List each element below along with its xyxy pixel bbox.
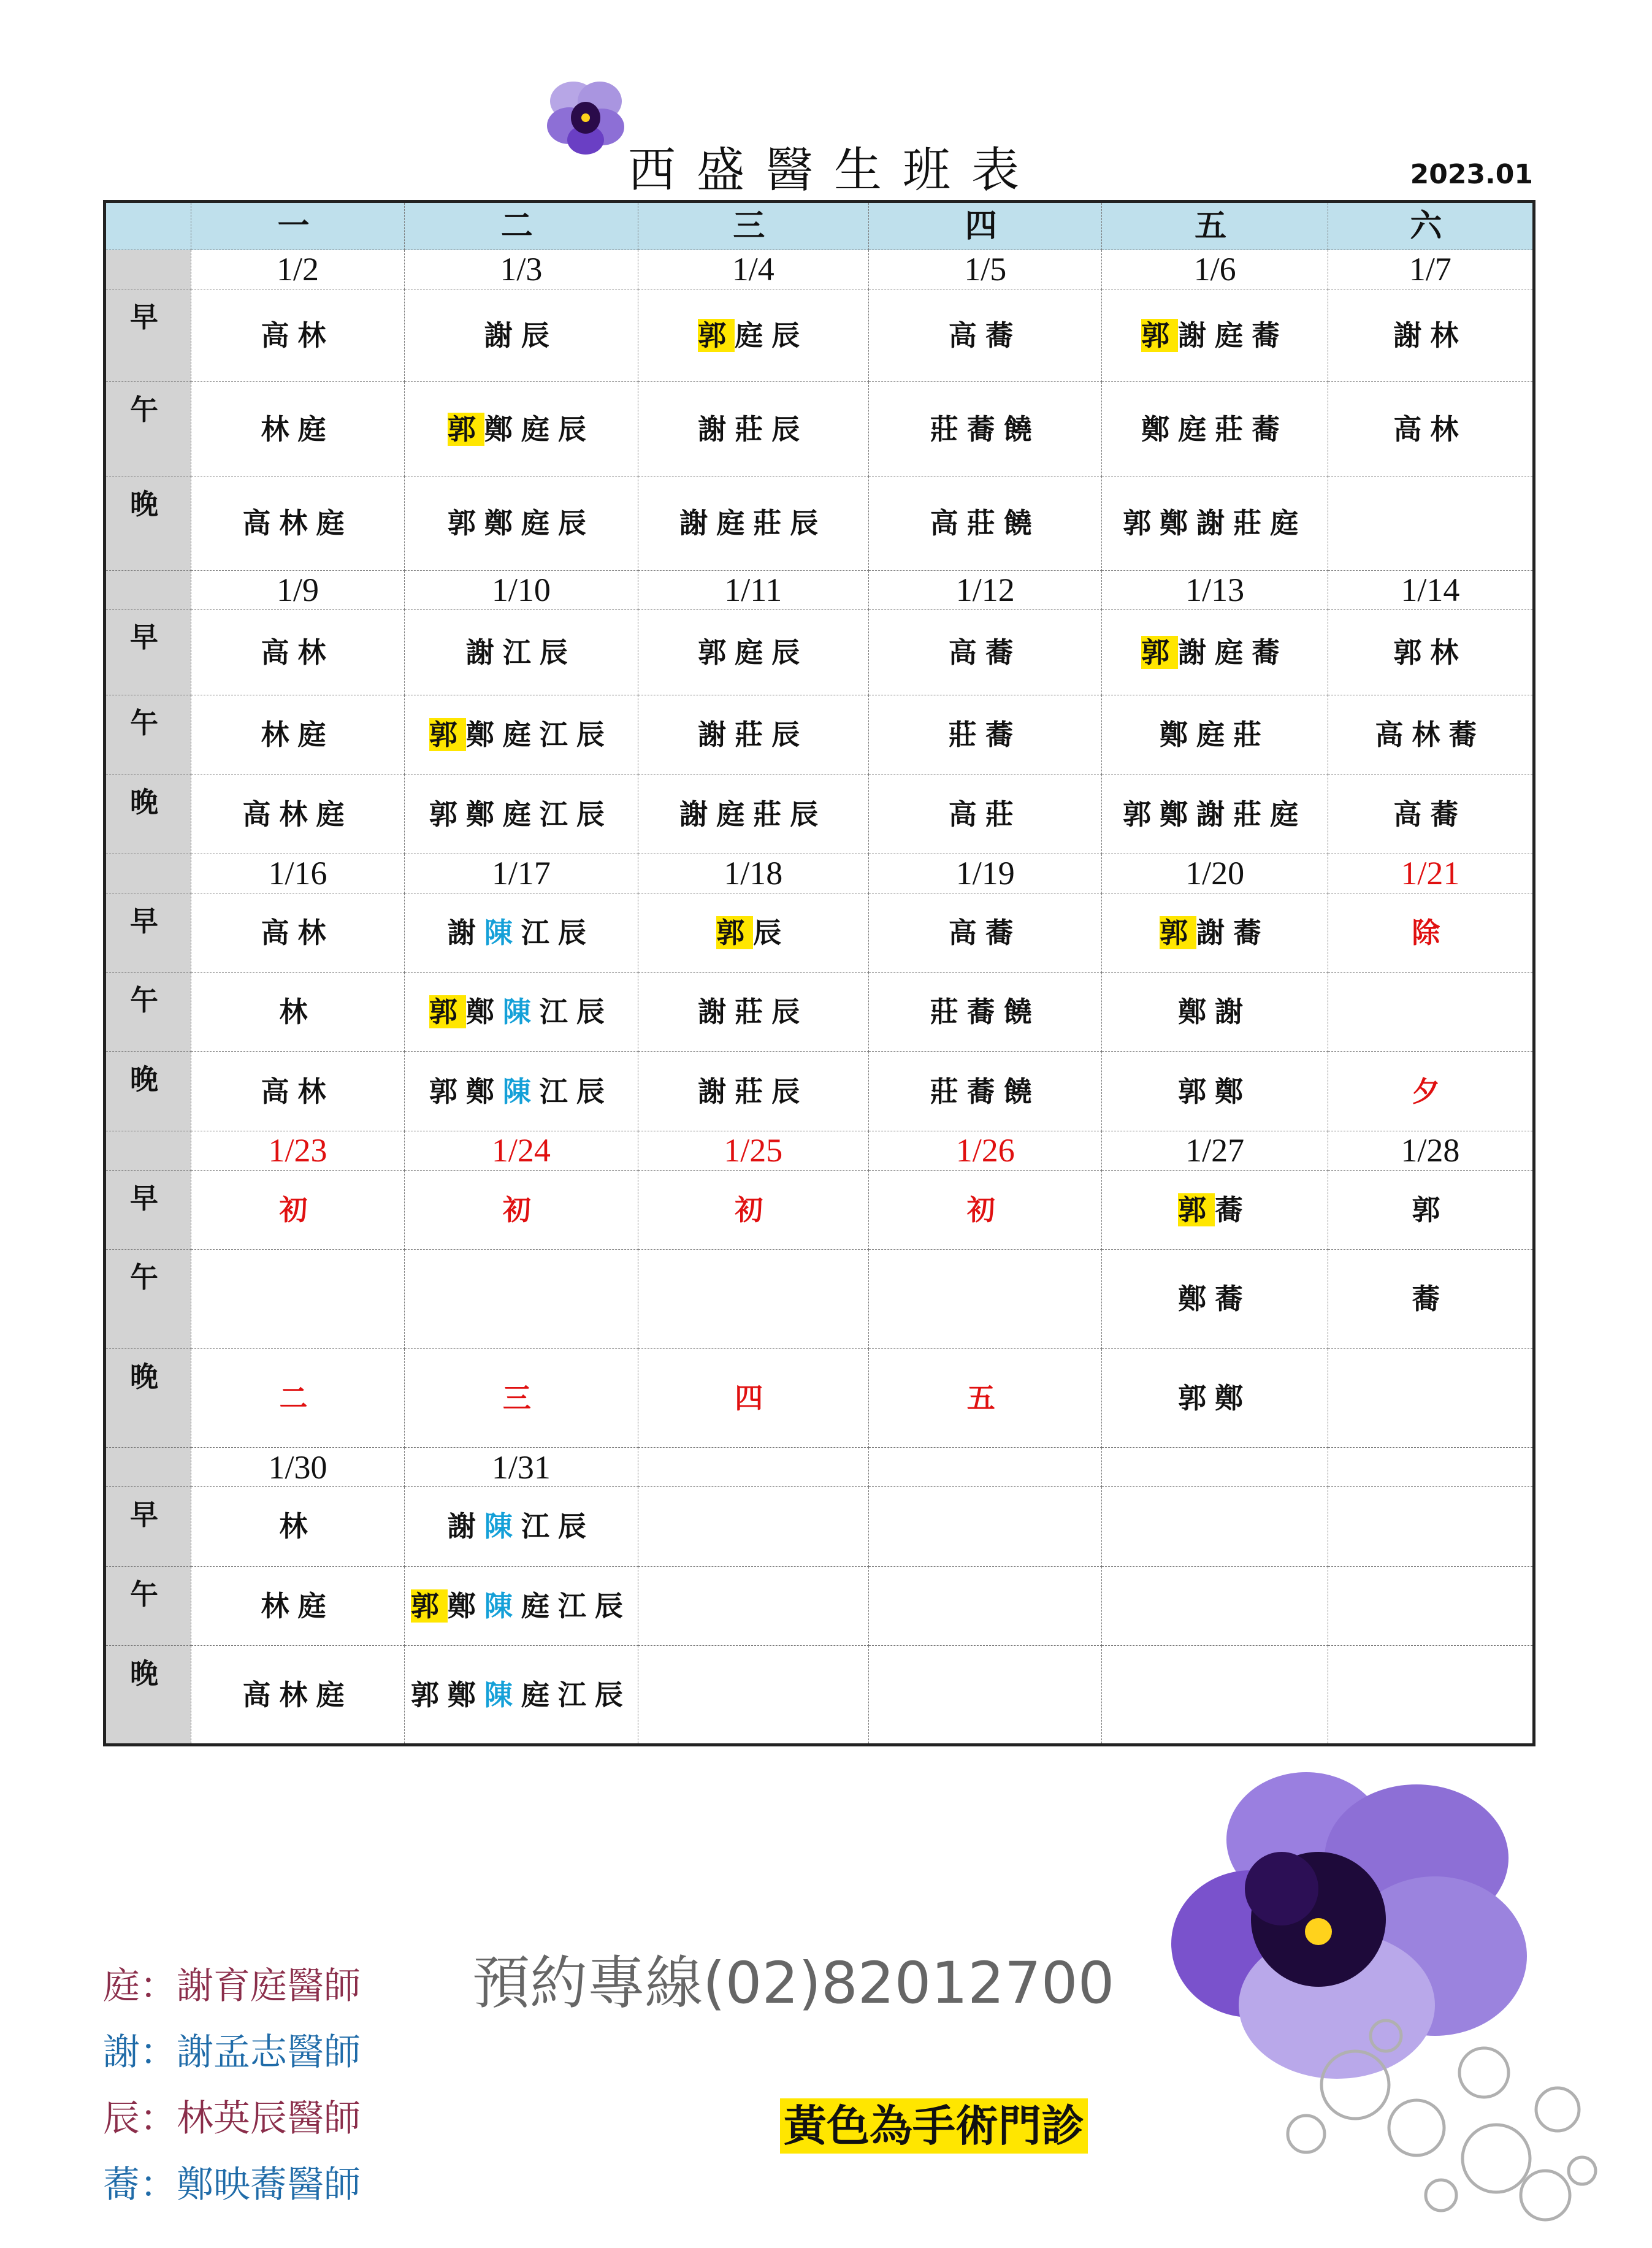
date-row xyxy=(105,1448,1534,1487)
slot-row xyxy=(105,476,1534,571)
doctor-cell xyxy=(191,476,404,571)
slot-row xyxy=(105,1170,1534,1249)
doctor-cell xyxy=(1328,774,1534,854)
date-row xyxy=(105,250,1534,289)
month-label: 2023.01 xyxy=(1410,159,1533,190)
surgery-doctor-code: 郭 xyxy=(447,412,484,446)
doctor-cell xyxy=(191,1249,404,1348)
slot-label: 早 xyxy=(105,1170,191,1249)
doctor-cell xyxy=(869,1170,1102,1249)
doctor-cell xyxy=(191,695,404,774)
doctor-cell xyxy=(869,1249,1102,1348)
doctor-code: 高林庭 xyxy=(242,797,353,831)
doctor-code: 鄭 xyxy=(447,1589,484,1623)
date-cell xyxy=(1102,1448,1328,1487)
doctor-cell xyxy=(638,382,868,476)
doctor-code: 高林 xyxy=(261,319,335,353)
legend-item: 謝：謝孟志醫師 xyxy=(103,2031,361,2074)
doctor-code: 江辰 xyxy=(539,1074,613,1108)
doctor-cell xyxy=(191,774,404,854)
doctor-cell xyxy=(405,610,638,695)
doctor-code: 陳 xyxy=(484,1510,521,1543)
date-cell: 1/23 xyxy=(191,1131,404,1170)
doctor-cell xyxy=(191,972,404,1051)
doctor-code: 謝 xyxy=(447,916,484,949)
slot-label: 晚 xyxy=(105,1052,191,1131)
doctor-code: 高蕎 xyxy=(948,916,1022,949)
doctor-cell xyxy=(405,1646,638,1745)
doctor-cell xyxy=(191,1646,404,1745)
doctor-code: 謝 xyxy=(447,1510,484,1543)
date-cell: 1/25 xyxy=(638,1131,868,1170)
doctor-code: 鄭庭莊 xyxy=(1160,718,1271,752)
doctor-cell xyxy=(638,1348,868,1448)
surgery-doctor-code: 郭 xyxy=(1160,916,1197,949)
surgery-doctor-code: 郭 xyxy=(1178,1193,1215,1226)
date-cell: 1/24 xyxy=(405,1131,638,1170)
doctor-cell xyxy=(1328,382,1534,476)
doctor-code: 郭鄭謝莊庭 xyxy=(1123,507,1307,540)
doctor-code: 郭鄭 xyxy=(410,1678,484,1711)
doctor-code: 林 xyxy=(279,1510,316,1543)
slot-row xyxy=(105,1566,1534,1645)
slot-row xyxy=(105,1249,1534,1348)
doctor-code: 謝莊辰 xyxy=(698,718,809,752)
slot-label: 早 xyxy=(105,1487,191,1566)
doctor-cell xyxy=(638,1052,868,1131)
doctor-code: 初 xyxy=(735,1193,772,1226)
date-row xyxy=(105,570,1534,610)
date-cell: 1/13 xyxy=(1102,570,1328,610)
doctor-legend xyxy=(103,1953,361,2218)
doctor-cell xyxy=(1102,1249,1328,1348)
doctor-cell xyxy=(1328,1052,1534,1131)
slot-label: 午 xyxy=(105,382,191,476)
schedule-table xyxy=(103,200,1535,1746)
doctor-code: 莊蕎 xyxy=(948,718,1022,752)
doctor-cell xyxy=(191,610,404,695)
doctor-cell xyxy=(1328,1566,1534,1645)
doctor-cell xyxy=(1102,1348,1328,1448)
doctor-code: 郭鄭庭江辰 xyxy=(429,797,613,831)
doctor-cell xyxy=(1102,610,1328,695)
label-blank xyxy=(105,1131,191,1170)
doctor-code: 高林庭 xyxy=(242,507,353,540)
weekday-header: 六 xyxy=(1328,202,1534,250)
doctor-cell xyxy=(638,972,868,1051)
doctor-code: 鄭庭莊蕎 xyxy=(1141,412,1289,446)
doctor-code: 謝江辰 xyxy=(465,635,576,669)
doctor-cell xyxy=(638,1170,868,1249)
doctor-cell xyxy=(1328,1487,1534,1566)
doctor-cell xyxy=(191,1566,404,1645)
doctor-code: 謝林 xyxy=(1393,319,1467,353)
doctor-cell xyxy=(638,893,868,972)
slot-label: 晚 xyxy=(105,476,191,571)
doctor-code: 高蕎 xyxy=(948,635,1022,669)
slot-row xyxy=(105,774,1534,854)
date-cell: 1/30 xyxy=(191,1448,404,1487)
doctor-code: 謝莊辰 xyxy=(698,1074,809,1108)
date-cell: 1/27 xyxy=(1102,1131,1328,1170)
slot-row xyxy=(105,1348,1534,1448)
date-cell: 1/19 xyxy=(869,854,1102,893)
surgery-doctor-code: 郭 xyxy=(1141,635,1179,669)
surgery-doctor-code: 郭 xyxy=(1141,319,1179,353)
doctor-code: 庭江辰 xyxy=(521,1589,632,1623)
date-cell: 1/10 xyxy=(405,570,638,610)
doctor-cell xyxy=(638,289,868,382)
doctor-code: 謝莊辰 xyxy=(698,995,809,1029)
doctor-code: 庭江辰 xyxy=(521,1678,632,1711)
doctor-code: 林 xyxy=(279,995,316,1029)
slot-row xyxy=(105,695,1534,774)
doctor-cell xyxy=(869,1052,1102,1131)
doctor-code: 郭鄭 xyxy=(1178,1074,1252,1108)
doctor-code: 郭鄭庭辰 xyxy=(447,507,595,540)
date-cell: 1/2 xyxy=(191,250,404,289)
doctor-code: 郭 xyxy=(1412,1193,1449,1226)
surgery-doctor-code: 郭 xyxy=(429,718,466,752)
doctor-code: 高蕎 xyxy=(1393,797,1467,831)
legend-item: 辰：林英辰醫師 xyxy=(103,2097,361,2140)
doctor-cell xyxy=(1102,1052,1328,1131)
slot-row xyxy=(105,972,1534,1051)
doctor-cell xyxy=(869,382,1102,476)
date-cell: 1/14 xyxy=(1328,570,1534,610)
doctor-cell xyxy=(1102,289,1328,382)
doctor-code: 謝莊辰 xyxy=(698,412,809,446)
date-cell: 1/7 xyxy=(1328,250,1534,289)
doctor-cell xyxy=(869,893,1102,972)
doctor-cell xyxy=(1102,1566,1328,1645)
date-cell: 1/4 xyxy=(638,250,868,289)
date-cell: 1/26 xyxy=(869,1131,1102,1170)
pansy-flower-with-bubbles-icon xyxy=(1153,1766,1619,2232)
date-cell: 1/12 xyxy=(869,570,1102,610)
doctor-cell xyxy=(405,695,638,774)
doctor-code: 江辰 xyxy=(521,916,595,949)
doctor-code: 莊蕎饒 xyxy=(930,995,1041,1029)
doctor-code: 莊蕎饒 xyxy=(930,1074,1041,1108)
doctor-cell xyxy=(1328,1249,1534,1348)
slot-label: 早 xyxy=(105,893,191,972)
surgery-doctor-code: 郭 xyxy=(716,916,754,949)
doctor-code: 林庭 xyxy=(261,1589,335,1623)
slot-row xyxy=(105,1487,1534,1566)
doctor-cell xyxy=(1102,476,1328,571)
surgery-note: 黃色為手術門診 xyxy=(780,2098,1088,2154)
date-cell: 1/16 xyxy=(191,854,404,893)
slot-label: 晚 xyxy=(105,1646,191,1745)
doctor-cell xyxy=(1328,695,1534,774)
header-corner xyxy=(105,202,191,250)
doctor-cell xyxy=(1328,476,1534,571)
date-cell xyxy=(869,1448,1102,1487)
date-cell xyxy=(638,1448,868,1487)
doctor-cell xyxy=(1328,1348,1534,1448)
doctor-cell xyxy=(869,1646,1102,1745)
date-cell: 1/17 xyxy=(405,854,638,893)
doctor-cell xyxy=(869,610,1102,695)
doctor-code: 高林庭 xyxy=(242,1678,353,1711)
doctor-code: 初 xyxy=(966,1193,1004,1226)
doctor-code: 謝庭蕎 xyxy=(1178,319,1289,353)
doctor-code: 高莊 xyxy=(948,797,1022,831)
doctor-code: 郭鄭 xyxy=(1178,1382,1252,1415)
doctor-code: 夕 xyxy=(1412,1074,1449,1108)
doctor-code: 蕎 xyxy=(1412,1282,1449,1316)
slot-label: 早 xyxy=(105,289,191,382)
date-cell: 1/31 xyxy=(405,1448,638,1487)
doctor-cell xyxy=(191,893,404,972)
doctor-cell xyxy=(1102,1487,1328,1566)
doctor-cell xyxy=(1102,972,1328,1051)
doctor-cell xyxy=(869,1566,1102,1645)
doctor-code: 鄭庭辰 xyxy=(484,412,595,446)
doctor-code: 江辰 xyxy=(539,995,613,1029)
date-cell: 1/21 xyxy=(1328,854,1534,893)
doctor-code: 林庭 xyxy=(261,412,335,446)
page-title: 西盛醫生班表 xyxy=(627,143,1040,198)
doctor-cell xyxy=(1102,695,1328,774)
date-cell: 1/5 xyxy=(869,250,1102,289)
doctor-cell xyxy=(1102,1170,1328,1249)
doctor-cell xyxy=(191,1170,404,1249)
doctor-cell xyxy=(405,774,638,854)
doctor-cell xyxy=(405,1566,638,1645)
doctor-cell xyxy=(1328,893,1534,972)
doctor-cell xyxy=(638,476,868,571)
doctor-code: 鄭蕎 xyxy=(1178,1282,1252,1316)
slot-label: 午 xyxy=(105,1249,191,1348)
doctor-cell xyxy=(405,1348,638,1448)
doctor-code: 郭庭辰 xyxy=(698,635,809,669)
date-cell: 1/18 xyxy=(638,854,868,893)
doctor-cell xyxy=(638,774,868,854)
date-cell: 1/6 xyxy=(1102,250,1328,289)
slot-label: 晚 xyxy=(105,774,191,854)
date-cell: 1/20 xyxy=(1102,854,1328,893)
doctor-cell xyxy=(405,476,638,571)
weekday-header-row xyxy=(105,202,1534,250)
doctor-code: 莊蕎饒 xyxy=(930,412,1041,446)
doctor-code: 郭林 xyxy=(1393,635,1467,669)
doctor-cell xyxy=(191,1052,404,1131)
slot-row xyxy=(105,289,1534,382)
doctor-code: 初 xyxy=(502,1193,540,1226)
doctor-cell xyxy=(1102,774,1328,854)
doctor-code: 高林 xyxy=(261,1074,335,1108)
appointment-phone: 預約專線(02)82012700 xyxy=(472,1950,1115,2017)
slot-label: 午 xyxy=(105,972,191,1051)
slot-label: 早 xyxy=(105,610,191,695)
date-cell: 1/3 xyxy=(405,250,638,289)
doctor-cell xyxy=(869,695,1102,774)
doctor-code: 謝庭莊辰 xyxy=(679,797,827,831)
doctor-code: 高林 xyxy=(1393,412,1467,446)
doctor-code: 高林 xyxy=(261,635,335,669)
doctor-cell xyxy=(1102,1646,1328,1745)
doctor-cell xyxy=(1328,972,1534,1051)
label-blank xyxy=(105,570,191,610)
doctor-code: 江辰 xyxy=(521,1510,595,1543)
doctor-cell xyxy=(191,1348,404,1448)
doctor-code: 除 xyxy=(1412,916,1449,949)
label-blank xyxy=(105,1448,191,1487)
doctor-cell xyxy=(191,289,404,382)
label-blank xyxy=(105,250,191,289)
doctor-cell xyxy=(869,289,1102,382)
doctor-cell xyxy=(869,972,1102,1051)
weekday-header: 三 xyxy=(638,202,868,250)
doctor-code: 高林蕎 xyxy=(1375,718,1486,752)
doctor-cell xyxy=(191,1487,404,1566)
doctor-cell xyxy=(638,695,868,774)
doctor-code: 庭辰 xyxy=(735,319,809,353)
doctor-cell xyxy=(405,1487,638,1566)
date-cell xyxy=(1328,1448,1534,1487)
doctor-code: 謝庭莊辰 xyxy=(679,507,827,540)
doctor-code: 二 xyxy=(279,1382,316,1415)
doctor-cell xyxy=(405,893,638,972)
doctor-code: 鄭謝 xyxy=(1178,995,1252,1029)
doctor-cell xyxy=(1328,1646,1534,1745)
doctor-cell xyxy=(1328,1170,1534,1249)
doctor-cell xyxy=(638,1566,868,1645)
doctor-cell xyxy=(405,972,638,1051)
doctor-code: 高蕎 xyxy=(948,319,1022,353)
doctor-code: 五 xyxy=(966,1382,1004,1415)
surgery-doctor-code: 郭 xyxy=(429,995,466,1029)
date-row xyxy=(105,1131,1534,1170)
doctor-code: 謝辰 xyxy=(484,319,558,353)
doctor-code: 陳 xyxy=(484,1589,521,1623)
weekday-header: 四 xyxy=(869,202,1102,250)
doctor-cell xyxy=(191,382,404,476)
doctor-cell xyxy=(1328,610,1534,695)
doctor-cell xyxy=(869,774,1102,854)
slot-row xyxy=(105,382,1534,476)
doctor-cell xyxy=(405,1249,638,1348)
doctor-code: 四 xyxy=(735,1382,772,1415)
surgery-doctor-code: 郭 xyxy=(698,319,735,353)
slot-row xyxy=(105,893,1534,972)
doctor-cell xyxy=(638,1646,868,1745)
doctor-code: 林庭 xyxy=(261,718,335,752)
weekday-header: 二 xyxy=(405,202,638,250)
doctor-code: 鄭 xyxy=(465,995,503,1029)
slot-label: 午 xyxy=(105,695,191,774)
surgery-doctor-code: 郭 xyxy=(410,1589,448,1623)
doctor-cell xyxy=(638,1487,868,1566)
weekday-header: 五 xyxy=(1102,202,1328,250)
doctor-code: 高莊饒 xyxy=(930,507,1041,540)
date-row xyxy=(105,854,1534,893)
doctor-code: 辰 xyxy=(753,916,790,949)
legend-item: 蕎：鄭映蕎醫師 xyxy=(103,2163,361,2206)
doctor-cell xyxy=(869,1348,1102,1448)
label-blank xyxy=(105,854,191,893)
slot-row xyxy=(105,1052,1534,1131)
date-cell: 1/28 xyxy=(1328,1131,1534,1170)
doctor-cell xyxy=(638,1249,868,1348)
doctor-code: 郭鄭謝莊庭 xyxy=(1123,797,1307,831)
slot-label: 晚 xyxy=(105,1348,191,1448)
doctor-cell xyxy=(1328,289,1534,382)
doctor-cell xyxy=(405,289,638,382)
doctor-code: 高林 xyxy=(261,916,335,949)
weekday-header: 一 xyxy=(191,202,404,250)
date-cell: 1/11 xyxy=(638,570,868,610)
date-cell: 1/9 xyxy=(191,570,404,610)
doctor-cell xyxy=(405,382,638,476)
doctor-cell xyxy=(1102,893,1328,972)
slot-row xyxy=(105,610,1534,695)
doctor-cell xyxy=(869,476,1102,571)
slot-row xyxy=(105,1646,1534,1745)
doctor-cell xyxy=(405,1170,638,1249)
doctor-code: 謝庭蕎 xyxy=(1178,635,1289,669)
doctor-code: 陳 xyxy=(502,995,540,1029)
doctor-code: 郭鄭 xyxy=(429,1074,503,1108)
doctor-code: 初 xyxy=(279,1193,316,1226)
doctor-code: 陳 xyxy=(484,1678,521,1711)
legend-item: 庭：謝育庭醫師 xyxy=(103,1965,361,2008)
doctor-code: 蕎 xyxy=(1215,1193,1252,1226)
doctor-code: 陳 xyxy=(484,916,521,949)
doctor-cell xyxy=(638,610,868,695)
doctor-code: 謝蕎 xyxy=(1196,916,1271,949)
doctor-code: 陳 xyxy=(502,1074,540,1108)
doctor-code: 三 xyxy=(502,1382,540,1415)
doctor-cell xyxy=(869,1487,1102,1566)
slot-label: 午 xyxy=(105,1566,191,1645)
doctor-cell xyxy=(405,1052,638,1131)
doctor-cell xyxy=(1102,382,1328,476)
doctor-code: 鄭庭江辰 xyxy=(465,718,613,752)
